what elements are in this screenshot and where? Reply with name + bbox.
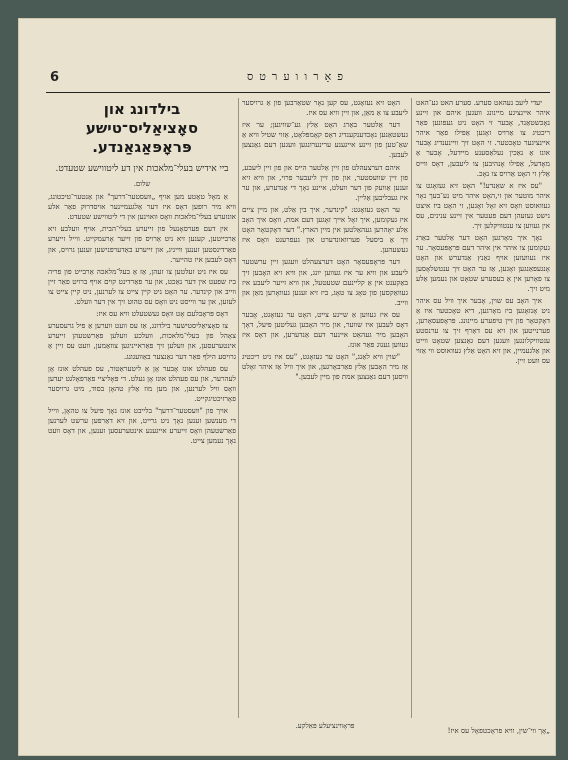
article-signature: פּראָװינציעלע פּאַלקע.	[295, 722, 355, 730]
paragraph: אין דעם פּערסאָנעל פון זייערע בעלי־הבית, אויף וועלכע זיא אַרבייטען, קענען זיא ניט אַרויס פון זייער אָרעמקייט. ווייל זייערע פאַרדינסטען זענען ווייניג, און זייערע באַדערפנישען זענען גרויס, און דאָס לעבען איז טהייער.	[48, 224, 236, 264]
paragraph: "עס איז א שאַנדע!" האָט זיא געזאָגט צו איהר מוטער און זי,האָט איהר מיט נע־בעך נאָר געוואוסט וואָס זיא זאָל זאָגען, זי האָט ביז איצט נישט געזעהן דעם פעטער אין זיינע ענינים, עס אין געווען צו ענטוויקלען זיך.	[416, 180, 550, 231]
article-title: בילדונג און סאָציאַליס־טישע פּראָפּאַגאַנדע.	[85, 100, 199, 156]
column-divider	[238, 98, 239, 718]
page-number: 6	[50, 70, 60, 85]
paragraph: דער פּראָפעסאָר האָט דערצעהלט וועגען זיין ערשטער ליעבע און וויא ער איז געווען יונג, און וויא זיא האָבען זיך באַקענט אין אַ קליינעם שטעטעל, און וויא זייער ליעבע איז געוואַקסען פון טאָג צו טאָג, ביז זיא זענען געוואָרען מאַן און ווייב.	[242, 257, 408, 307]
column-left	[48, 98, 236, 718]
paragraph: ער האָט געזאָגט: "קינדער, איך בין אַלט, און מיין ציים איז געקומען, איך זאָל אייך זאָגען דעם אמת, וואָס איך האָב אַלע יאָהרען געהאַלטען אין מיין הארץ." דער דאָקטאָר האָט זיך אַ ביסעל פערוואונדערט און געפרעגט וואָס איז געשעהען.	[242, 204, 408, 255]
article-greeting: שלום.	[133, 180, 151, 188]
paragraph: נאָך איך מאָרגען האָט דער אַלטער באַרג געקומען צו איהר אין איהר דעם פּראָפּעסאָר. ער איז נעוועזען אויף גאַנץ אַנדערש און האָט אָנגעפאַנגען זאָגען, אַז ער האָט זיך ענטשלאָסען צו פאָרען אין אַ בעסערע שטאָט און נעמען אַלע מיט זיך.	[416, 233, 550, 293]
paragraph: צו סאָציאַליסטישער בילדונג, אַז עס וועט ווערען אַ פיל גרעסערע צאָהל פון בעלי־מלאכות, וועלכע וועלען פאַרשטעהן זייערע אינטערעסען, און וועלען זיך פאַראייניגען צוזאַמען, וועט עס זיין אַ גרויסע הילף פאַר דער גאַנצער באַוועגונג.	[48, 321, 236, 361]
paragraph: עס איז געווען אַ שיינע צייט, האָט ער געזאָגט, אָבער דאָס לעבען איז שווער, און מיר האָבען געליטען פיעל, דאָך האָבען מיר געהאַט איינער דעם אַנדערען, און דאָס איז געווען גענוג פאַר אונז.	[242, 309, 408, 350]
paragraph: אויך פון "וועסטער־דרעך" בלייבט אונז נאָך פיעל צו טהאָן, ווייל די מענשען זענען נאָך ניט גרייט, און זיא דאַרפען ערשט לערנען פאַרשטעהן וואָס זייערע אייגענע אינטערעסען זענען, און דאָס וועט נאָך נעמען צייט.	[48, 405, 236, 446]
paragraph: איך האָב עס שוין, אָבער איך וויל עס איהר ניט אָנזאָגען ביז מאָרגען, דיא טאָכטער איז אַ דאָקטאָר פון זיין טיפערע מיינונג. פּראָפעסאָרען, פערנייטען און זיא עס דאַרף זיך צו ערנסטע ענטוויקלונגען וועגען דעם גאַנצען שטאָט ווייט און אַלגעמיין, און זיא האָט אַלץ געוואוסט ווי אַזוי עס וועט זיין.	[416, 295, 550, 366]
header-rule	[46, 92, 550, 93]
paragraph: יעדי ליעב נעהאט סערע. סערע האט גע־האט איהר איינציגע מיינונג וועגען איהם און זיינע נאָכשטאַנד, אָבער זי האָט ניט געפונען פאַר ריכטיג צו אַרויס זאָגען אַפילו פאַר איהר איינציגער טאָכטער. זי האָט זיך וויינענדיג אָבער אונז אַ נאַכין נעלאַסענע מיידעל, אָבער אַ מאָדעל, אַפילו אָנהיבען צו ליעבען, דאָס ווייס אַלץ זי האָט אַרויס צו נאָכ.	[416, 98, 550, 178]
paragraph: עס פעהלט אונז אָבער אָן אַ ליטעראַטור, עס פעהלט אונז אָן לעהרער, און עס פעהלט אונז אָן געלט. די פּאָליציי פאַרפאָלגט יעדען וואָס וויל לערנען, און מען מוז אַלץ טהאָן בסוד, מיט גרויסער פאָרזיכטיגקייט.	[48, 363, 236, 403]
paragraph: איהם דערצעהלט פון זיין אַלטער הייס און פון זיין ליעבע, פון זיין שוועסטער, און פון זיין ליעבער פרוי, און וויא זיא זענען אַוועק פון דער וועלט, איינע נאָך די אַנדערע, און ער איז געבליבען אַליין.	[242, 162, 408, 202]
continuation-line: „אָך ווי־שין, וויא פראָכטפאָל עס איז!	[447, 726, 550, 735]
paragraph: דאָס פּראָבלעם אָט וואָס געשטעלט וויא עס איז:	[96, 309, 228, 319]
paragraph: אַ מאָל טאַטע מען אויף „וועסטער־דרעך" און אַנטער־טיכטונג, וויא מיר רופען דאָס איז דער אַלגעמיינער אויסדרוק פאַר אלע אונזערע בעלי־מלאכות וואָס וואוינען אין די ליטווישע שטעדט.	[48, 192, 236, 222]
column-middle	[242, 98, 408, 718]
page-header	[48, 70, 548, 92]
newspaper-page	[18, 18, 556, 756]
paragraph: דער אַלטער באַרג האָט אַלץ גע־שוויגען; ער איז געשטאַנען נאָכדענקענדיג דאָס קאָמפּלאָט, אַזוי שטיל וויא אַ שאַ־טען פון זיינע אייגענע ערינערונגען וועגען דעם גאַנצען לעבען.	[242, 120, 408, 160]
paragraph: האָט זיא נעזאָגט, עס קען נאָר שטאַרבען פון אַ גרויסער ליעבע צו אַ מאַן, און זיין וויא עס איז.	[242, 98, 408, 118]
article-subtitle: ביי אידיש בעלי־מלאכות אין דע ליטווישע שטעדט.	[55, 164, 229, 174]
paragraph: "שוין וויא לאַנג," האָט ער געזאָגט, "עס איז ניט ריכטיג אַז מיר האָבען אַלץ פאַרבאָרגען, און איך וויל אַז איהר זאָלט וויסען דעם גאַנצען אמת פון מיין לעבען."	[242, 352, 408, 382]
column-divider	[411, 98, 412, 718]
journal-title: פאָרווערטס	[247, 70, 349, 83]
column-right	[416, 98, 550, 718]
paragraph: עס איז ניט זעלטען צו זעהן, אַז אַ בעל־מלאכה אַרבייט פון פריה ביז שפעט אין דער נאַכט, און ער פאַרדינט קוים אויף ברויט פאַר זיין ווייב און קינדער. ער האָט ניט קיין צייט צו לערנען, ניט קיין צייט צו לעזען, און ער ווייסט ניט וואָס עס טהוט זיך אין דער וועלט.	[48, 266, 236, 307]
